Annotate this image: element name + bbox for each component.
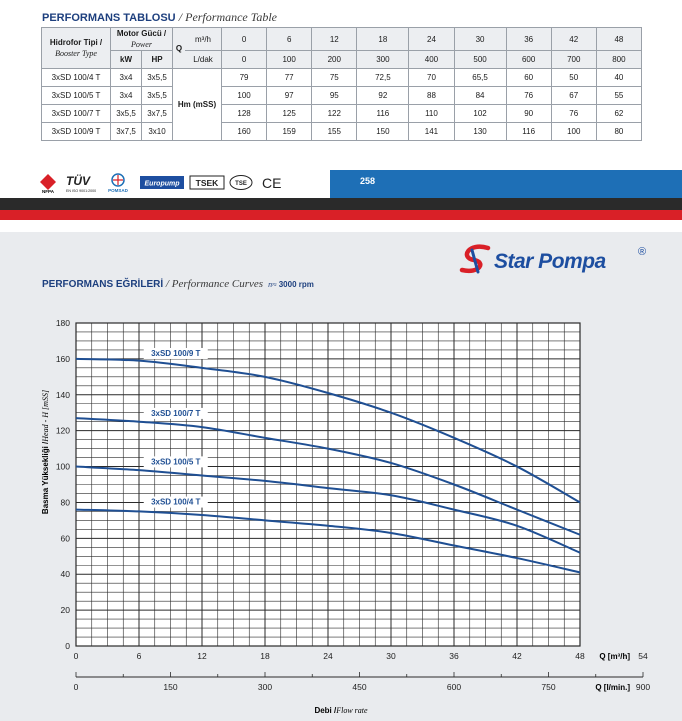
row-kw: 3x4 <box>111 87 142 105</box>
brand-registered: ® <box>638 246 647 258</box>
tsek-text: TSEK <box>195 178 219 188</box>
header-q-m3h: 6 <box>267 28 312 51</box>
ce-logo <box>262 175 281 191</box>
tuv-text: TÜV <box>66 174 90 188</box>
x-tick-label: 18 <box>260 651 270 661</box>
tsek-logo <box>190 176 224 189</box>
row-head: 67 <box>551 87 596 105</box>
header-q-m3h: 48 <box>596 28 641 51</box>
row-head: 128 <box>222 105 267 123</box>
header-q-ldak: 0 <box>222 51 267 69</box>
certification-logos <box>38 172 338 194</box>
x-tick-label: 6 <box>136 651 142 661</box>
rpm-value: 3000 rpm <box>278 280 314 289</box>
row-head: 150 <box>357 123 409 141</box>
header-q-ldak: 200 <box>312 51 357 69</box>
brand-name: Star Pompa <box>494 250 606 273</box>
header-motor-en: Power <box>131 40 152 49</box>
y-tick-labels <box>56 318 70 651</box>
row-head: 102 <box>454 105 506 123</box>
header-q-ldak: 500 <box>454 51 506 69</box>
page-number-badge <box>330 170 682 198</box>
performance-curves-section <box>0 232 682 721</box>
x2-tick-label: 300 <box>257 682 273 692</box>
row-head: 160 <box>222 123 267 141</box>
row-head: 95 <box>312 87 357 105</box>
header-kw: kW <box>111 51 142 69</box>
tuv-sub-text: EN ISO 9001:2000 <box>66 189 97 193</box>
row-head: 55 <box>596 87 641 105</box>
row-head: 40 <box>596 69 641 87</box>
tse-text: TSE <box>235 181 247 187</box>
curves-title-bold: PERFORMANS EĞRİLERİ <box>42 279 164 290</box>
page-number: 258 <box>360 176 376 186</box>
row-head: 50 <box>551 69 596 87</box>
x-unit-primary: Q [m³/h] <box>599 652 630 661</box>
row-model: 3xSD 100/4 T <box>42 69 111 87</box>
x-tick-label: 30 <box>386 651 396 661</box>
x-axis-label <box>314 706 368 715</box>
y-tick-label: 160 <box>55 353 70 364</box>
series-label <box>144 456 208 467</box>
row-head: 159 <box>267 123 312 141</box>
row-head: 100 <box>222 87 267 105</box>
y-tick-label: 0 <box>65 641 70 651</box>
curves-title-italic: Performance Curves <box>171 278 264 290</box>
pomsad-text: POMSAD <box>108 188 128 193</box>
series-label-text: 3xSD 100/7 T <box>151 408 201 418</box>
header-motor-tr: Motor Gücü / <box>116 29 167 38</box>
x-tick-label: 42 <box>512 651 522 661</box>
curves-title-sep: / <box>165 278 169 290</box>
pomsad-logo <box>108 174 129 193</box>
row-model: 3xSD 100/7 T <box>42 105 111 123</box>
series-label <box>144 408 208 419</box>
header-q-m3h: 42 <box>551 28 596 51</box>
row-head: 155 <box>312 123 357 141</box>
hm-label: Hm (mSS) <box>173 69 222 141</box>
row-kw: 3x5,5 <box>111 105 142 123</box>
row-head: 122 <box>312 105 357 123</box>
x-tick-labels <box>74 651 648 661</box>
header-hp: HP <box>142 51 173 69</box>
x2-tick-label: 600 <box>446 682 462 692</box>
y-tick-label: 140 <box>55 389 70 400</box>
x-tick-label: 24 <box>323 651 333 661</box>
y-axis-label <box>41 390 50 514</box>
row-head: 76 <box>551 105 596 123</box>
x2-tick-label: 900 <box>635 682 651 692</box>
x2-tick-label: 0 <box>73 682 79 692</box>
rpm-prefix: n≈ <box>268 280 277 289</box>
y-axis-label-italic: Head - H [mSS] <box>41 389 50 442</box>
row-head: 79 <box>222 69 267 87</box>
header-q-m3h: 18 <box>357 28 409 51</box>
table-title <box>42 10 277 25</box>
x-axis-label-bold: Debi / <box>314 706 337 715</box>
header-q-m3h: 24 <box>409 28 454 51</box>
row-head: 88 <box>409 87 454 105</box>
row-hp: 3x5,5 <box>142 69 173 87</box>
x-tick-label: 12 <box>197 651 207 661</box>
row-head: 77 <box>267 69 312 87</box>
nfpa-text: NFPA <box>42 189 54 194</box>
logos-svg <box>38 172 338 194</box>
tuv-logo <box>66 173 96 193</box>
x-tick-label: 0 <box>73 651 79 661</box>
row-head: 80 <box>596 123 641 141</box>
header-unit-m3h: m³/h <box>185 28 222 51</box>
header-q-ldak: 700 <box>551 51 596 69</box>
row-head: 141 <box>409 123 454 141</box>
y-tick-label: 80 <box>60 497 70 508</box>
x-tick-label: 36 <box>449 651 459 661</box>
row-head: 90 <box>506 105 551 123</box>
x-axis-label-italic: Flow rate <box>336 706 368 715</box>
series-label-text: 3xSD 100/5 T <box>151 457 201 467</box>
x2-tick-label: 450 <box>352 682 367 692</box>
row-kw: 3x7,5 <box>111 123 142 141</box>
europump-logo <box>140 176 184 189</box>
series-label <box>144 348 208 359</box>
header-model <box>42 28 111 69</box>
row-head: 100 <box>551 123 596 141</box>
x2-tick-label: 750 <box>541 682 556 692</box>
table-row <box>42 123 642 141</box>
row-head: 116 <box>357 105 409 123</box>
europump-text: Europump <box>144 180 180 188</box>
table-title-italic: Performance Table <box>185 10 277 24</box>
red-stripe <box>0 210 682 220</box>
header-q-m3h: 0 <box>222 28 267 51</box>
y-tick-label: 40 <box>60 569 70 580</box>
header-q-ldak: 800 <box>596 51 641 69</box>
table-title-bold: PERFORMANS TABLOSU <box>42 12 176 24</box>
y-tick-label: 180 <box>55 318 70 328</box>
row-head: 130 <box>454 123 506 141</box>
row-head: 62 <box>596 105 641 123</box>
header-q-m3h: 30 <box>454 28 506 51</box>
header-q-m3h: 36 <box>506 28 551 51</box>
row-head: 84 <box>454 87 506 105</box>
row-kw: 3x4 <box>111 69 142 87</box>
table-header-row <box>42 28 642 51</box>
table-subheader-row <box>42 51 642 69</box>
nfpa-logo <box>40 174 56 194</box>
row-head: 72,5 <box>357 69 409 87</box>
header-model-en: Booster Type <box>55 49 97 58</box>
dark-stripe <box>0 198 682 210</box>
header-unit-ldak: L/dak <box>185 51 222 69</box>
row-model: 3xSD 100/9 T <box>42 123 111 141</box>
row-hp: 3x5,5 <box>142 87 173 105</box>
y-tick-label: 120 <box>55 425 70 436</box>
x-unit-secondary: Q [l/min.] <box>595 683 630 692</box>
row-head: 60 <box>506 69 551 87</box>
x2-tick-label: 150 <box>163 682 178 692</box>
header-q: Q <box>173 28 186 69</box>
row-hp: 3x10 <box>142 123 173 141</box>
performance-chart <box>0 232 682 721</box>
x-tick-label: 54 <box>638 651 648 661</box>
row-head: 125 <box>267 105 312 123</box>
series-label-text: 3xSD 100/4 T <box>151 497 201 507</box>
header-q-ldak: 400 <box>409 51 454 69</box>
header-model-tr: Hidrofor Tipi / <box>49 38 103 47</box>
series-label-text: 3xSD 100/9 T <box>151 348 201 358</box>
row-hp: 3x7,5 <box>142 105 173 123</box>
performance-table <box>41 27 642 141</box>
y-tick-label: 100 <box>55 461 70 472</box>
performance-table-section <box>0 0 682 198</box>
chart-grid <box>76 323 580 646</box>
row-head: 75 <box>312 69 357 87</box>
ce-text: CE <box>262 175 282 191</box>
row-model: 3xSD 100/5 T <box>42 87 111 105</box>
row-head: 70 <box>409 69 454 87</box>
row-head: 116 <box>506 123 551 141</box>
table-title-sep: / <box>178 10 183 24</box>
header-q-ldak: 600 <box>506 51 551 69</box>
row-head: 76 <box>506 87 551 105</box>
row-head: 65,5 <box>454 69 506 87</box>
y-tick-label: 60 <box>60 533 70 544</box>
y-axis-label-bold: Basma Yüksekliği / <box>41 441 50 515</box>
secondary-x-axis <box>74 672 651 692</box>
tse-logo <box>230 176 252 190</box>
header-q-ldak: 100 <box>267 51 312 69</box>
row-head: 92 <box>357 87 409 105</box>
table-row <box>42 69 642 87</box>
header-q-m3h: 12 <box>312 28 357 51</box>
header-motor <box>111 28 173 51</box>
table-row <box>42 87 642 105</box>
x-tick-label: 48 <box>575 651 585 661</box>
series-label <box>144 497 208 508</box>
y-tick-label: 20 <box>60 605 70 616</box>
table-row <box>42 105 642 123</box>
row-head: 110 <box>409 105 454 123</box>
row-head: 97 <box>267 87 312 105</box>
header-q-ldak: 300 <box>357 51 409 69</box>
